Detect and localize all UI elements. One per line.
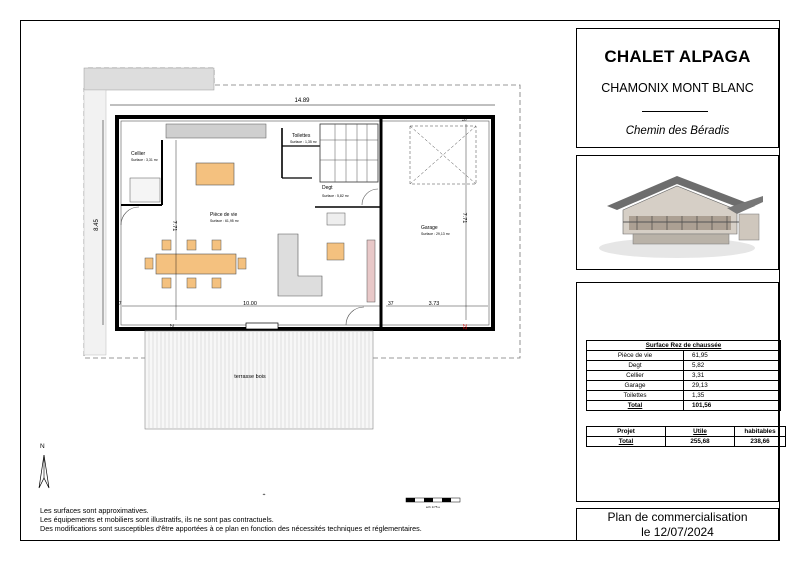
dining-table <box>156 254 236 274</box>
table-header-row <box>587 341 781 351</box>
table-header-row: Projet Utile habitables <box>587 427 786 437</box>
footer-block <box>576 508 779 541</box>
dim-22b: 22 <box>461 324 467 330</box>
render-panel <box>576 155 779 270</box>
table-row: Degt 5,82 <box>587 361 781 371</box>
dim-living-depth: 7.71 <box>171 220 177 232</box>
room-cellier-area: Surface : 3,31 m² <box>131 158 158 162</box>
dim-22a: 22 <box>168 324 174 330</box>
project-location: CHAMONIX MONT BLANC <box>601 81 754 95</box>
note-line: Des modifications sont susceptibles d'être apportées à ce plan en fonction des nécessités techniques et réglementaires. <box>40 524 422 533</box>
room-piece-name: Pièce de vie <box>210 212 238 218</box>
footer-line-2: le 12/07/2024 <box>641 525 714 539</box>
room-piece-area: Surface : 61,95 m² <box>210 219 239 223</box>
footer-line-1: Plan de commercialisation <box>607 510 748 524</box>
terrace <box>145 331 373 429</box>
table-row: Pièce de vie 61,95 <box>587 351 781 361</box>
table-total-row: Total 255,68 238,66 <box>587 437 786 447</box>
terrace-label: terrasse bois <box>234 374 266 380</box>
room-garage-area: Surface : 29,13 m² <box>421 232 450 236</box>
surface-table-header: Surface Rez de chaussée <box>587 341 781 351</box>
room-cellier-name: Cellier <box>131 151 146 157</box>
project-title: CHALET ALPAGA <box>604 47 751 66</box>
projet-table <box>586 426 786 447</box>
scale-bar <box>406 498 460 502</box>
dim-wall-37b: 37 <box>388 301 394 307</box>
table-row: Cellier 3,31 <box>587 371 781 381</box>
north-label: N <box>40 443 45 450</box>
room-degt-area: Surface : 5,82 m² <box>322 194 349 198</box>
table-row: Garage 29,13 <box>587 381 781 391</box>
dim-wall-37c: 37 <box>462 117 468 123</box>
room-garage-name: Garage <box>421 225 438 231</box>
title-divider <box>642 111 708 112</box>
project-address: Chemin des Béradis <box>625 125 730 137</box>
dim-living-width: 10.00 <box>243 301 257 307</box>
svg-text:⌖: ⌖ <box>262 492 266 498</box>
table-total-row: Total 101,56 <box>587 401 781 411</box>
staircase <box>320 124 378 182</box>
title-block <box>576 28 779 148</box>
note-line: Les surfaces sont approximatives. <box>40 506 149 515</box>
dim-overall-depth: 8.45 <box>94 219 100 231</box>
dim-overall-width: 14.89 <box>294 98 310 104</box>
dim-garage-width: 3.73 <box>428 301 440 307</box>
room-toilettes-name: Toilettes <box>292 133 311 139</box>
disclaimer-notes <box>40 506 422 533</box>
room-degt-name: Degt <box>322 185 333 191</box>
scale-label: éch 1/75 e <box>425 505 441 509</box>
room-toilettes-area: Surface : 1,35 m² <box>290 140 317 144</box>
table-row: Toilettes 1,35 <box>587 391 781 401</box>
kitchen-island <box>196 163 234 185</box>
note-line: Les équipements et mobiliers sont illustratifs, ils ne sont pas contractuels. <box>40 515 274 524</box>
chalet-render-image <box>577 156 777 268</box>
dim-garage-depth: 7.71 <box>461 212 467 224</box>
surface-table <box>586 340 781 411</box>
dim-wall-37a: 37 <box>116 301 122 307</box>
